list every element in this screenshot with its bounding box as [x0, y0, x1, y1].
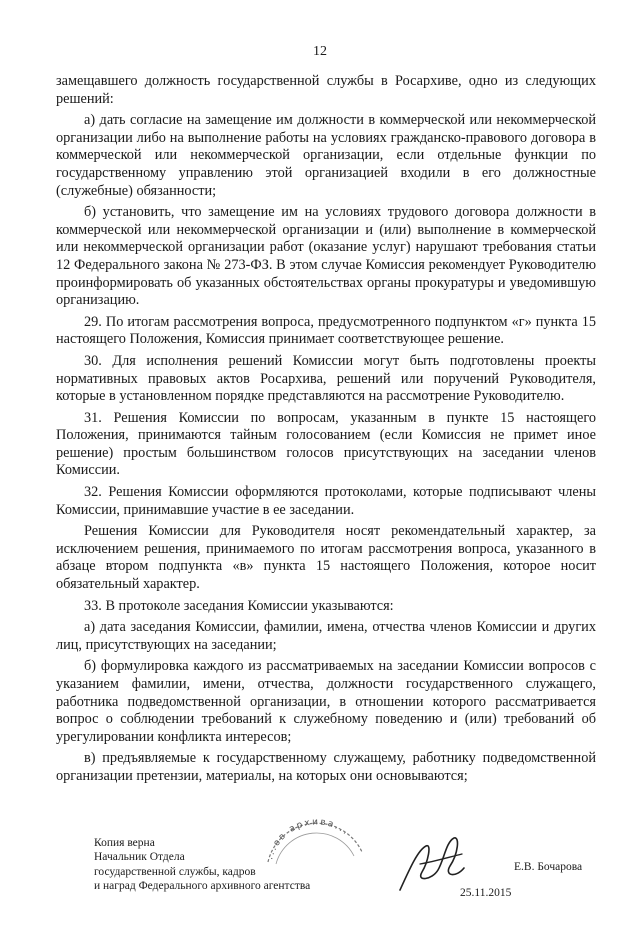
page-number: 12: [313, 44, 327, 59]
certification-line: Начальник Отдела: [94, 851, 185, 864]
stamp-text: ...ов архива...: [265, 817, 352, 861]
paragraph: в) предъявляемые к государственному служащему, работнику подведомственной организации претензии, материалы, на которых они основываются;: [56, 750, 596, 784]
certification-line: Копия верна: [94, 837, 155, 849]
certification-block: [94, 836, 310, 893]
paragraph: а) дата заседания Комиссии, фамилии, имена, отчества членов Комиссии и других лиц, присутствующих на заседании;: [56, 619, 596, 653]
paragraph: 32. Решения Комиссии оформляются протоколами, которые подписывают члены Комиссии, принимавшие участие в ее заседании.: [56, 484, 596, 518]
paragraph: б) формулировка каждого из рассматриваемых на заседании Комиссии вопросов с указанием фамилии, имени, отчества, должности государственного служащего, работника подведомственной организации, в отношении которого рассматривается вопрос о соблюдении требований к служебному поведению и (или) требований об урегулировании конфликта интересов;: [56, 658, 596, 745]
signature-date: 25.11.2015: [460, 887, 512, 899]
signer-name: Е.В. Бочарова: [514, 861, 583, 873]
paragraph: 33. В протоколе заседания Комиссии указываются:: [84, 597, 394, 614]
paragraph: Решения Комиссии для Руководителя носят рекомендательный характер, за исключением решения, принимаемого по итогам рассмотрения вопроса, указанного в абзаце втором подпункта «в» пункта 15 настоящего Положения, которое носит обязательный характер.: [56, 523, 596, 593]
paragraph: замещавшего должность государственной службы в Росархиве, одно из следующих решений:: [56, 73, 596, 107]
certification-footer: [0, 800, 640, 905]
paragraph: 30. Для исполнения решений Комиссии могут быть подготовлены проекты нормативных правовых актов Росархива, решений или поручений Руководителя, которые в установленном порядке представляются на рассмотрение Руководителю.: [56, 352, 596, 405]
paragraph: 29. По итогам рассмотрения вопроса, предусмотренного подпунктом «г» пункта 15 настоящего Положения, Комиссия принимает соответствующее решение.: [56, 313, 596, 348]
paragraph: 31. Решения Комиссии по вопросам, указанным в пункте 15 настоящего Положения, принимаются тайным голосованием (если Комиссия не примет иное решение) простым большинством голосов присутствующих на заседании членов Комиссии.: [56, 409, 596, 479]
document-body: [56, 73, 596, 790]
paragraph: а) дать согласие на замещение им должности в коммерческой или некоммерческой организации либо на выполнение работы на условиях гражданско-правового договора в коммерческой или некоммерческой организации, если отдельные функции по государственному управлению этой организацией входили в его должностные (служебные) обязанности;: [56, 112, 596, 199]
certification-line: и наград Федерального архивного агентства: [94, 879, 311, 892]
certification-line: государственной службы, кадров: [94, 865, 256, 878]
paragraph: б) установить, что замещение им на условиях трудового договора должности в коммерческой или некоммерческой организации и (или) выполнение в коммерческой или некоммерческой организации работ (оказание услуг) нарушают требования статьи 12 Федерального закона № 273-ФЗ. В этом случае Комиссия рекомендует Руководителю проинформировать об указанных обстоятельствах органы прокуратуры и уведомившую организацию.: [56, 204, 596, 309]
